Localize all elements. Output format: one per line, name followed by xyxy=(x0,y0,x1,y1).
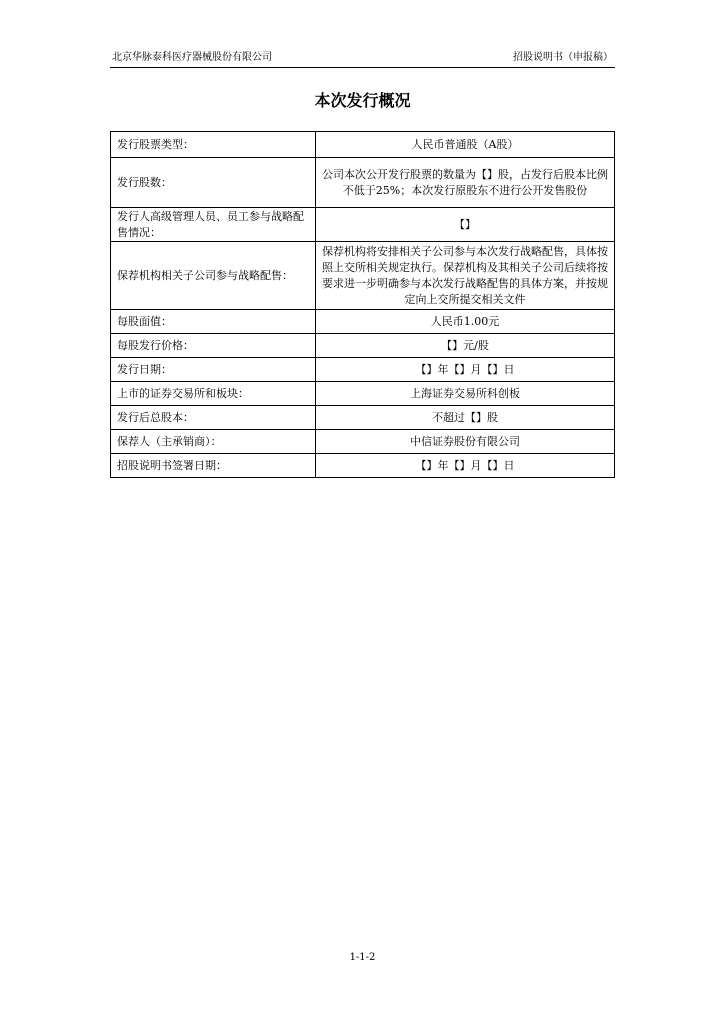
row-value: 【】 xyxy=(316,208,615,242)
row-label: 上市的证券交易所和板块： xyxy=(111,382,316,406)
row-label: 发行人高级管理人员、员工参与战略配售情况： xyxy=(111,208,316,242)
table-row-sponsor xyxy=(111,430,615,454)
row-value: 保荐机构将安排相关子公司参与本次发行战略配售，具体按照上交所相关规定执行。保荐机构及其相关子公司后续将按要求进一步明确参与本次发行战略配售的具体方案，并按规定向上交所提交相关文件 xyxy=(316,242,615,310)
table-row-issue-price xyxy=(111,334,615,358)
row-value: 公司本次公开发行股票的数量为【】股，占发行后股本比例不低于25%；本次发行原股东不进行公开发售股份 xyxy=(316,158,615,208)
table-row-issue-date xyxy=(111,358,615,382)
row-value: 【】元/股 xyxy=(316,334,615,358)
row-value: 人民币1.00元 xyxy=(316,310,615,334)
row-value: 【】年【】月【】日 xyxy=(316,358,615,382)
row-value: 中信证券股份有限公司 xyxy=(316,430,615,454)
table-row-total-shares xyxy=(111,406,615,430)
page-title: 本次发行概况 xyxy=(314,91,411,110)
header-document-type: 招股说明书（申报稿） xyxy=(513,52,613,63)
row-label: 发行股票类型： xyxy=(111,132,316,158)
row-value: 人民币普通股（A股） xyxy=(316,132,615,158)
row-label: 保荐人（主承销商）： xyxy=(111,430,316,454)
row-value: 上海证券交易所科创板 xyxy=(316,382,615,406)
header-company-name: 北京华脉泰科医疗器械股份有限公司 xyxy=(112,52,272,63)
row-label: 每股面值： xyxy=(111,310,316,334)
row-label: 发行日期： xyxy=(111,358,316,382)
row-value: 不超过【】股 xyxy=(316,406,615,430)
table-row-management-placement xyxy=(111,208,615,242)
table-row-sponsor-placement xyxy=(111,242,615,310)
row-label: 招股说明书签署日期： xyxy=(111,454,316,478)
table-row-par-value xyxy=(111,310,615,334)
table-row-share-count xyxy=(111,158,615,208)
table-row-signing-date xyxy=(111,454,615,478)
row-label: 发行股数： xyxy=(111,158,316,208)
row-label: 发行后总股本： xyxy=(111,406,316,430)
table-row-stock-type xyxy=(111,132,615,158)
row-label: 每股发行价格： xyxy=(111,334,316,358)
row-value: 【】年【】月【】日 xyxy=(316,454,615,478)
offering-overview-table xyxy=(110,131,615,478)
row-label: 保荐机构相关子公司参与战略配售： xyxy=(111,242,316,310)
page-number: 1-1-2 xyxy=(349,952,376,963)
table-row-exchange-board xyxy=(111,382,615,406)
page-header xyxy=(110,49,615,68)
